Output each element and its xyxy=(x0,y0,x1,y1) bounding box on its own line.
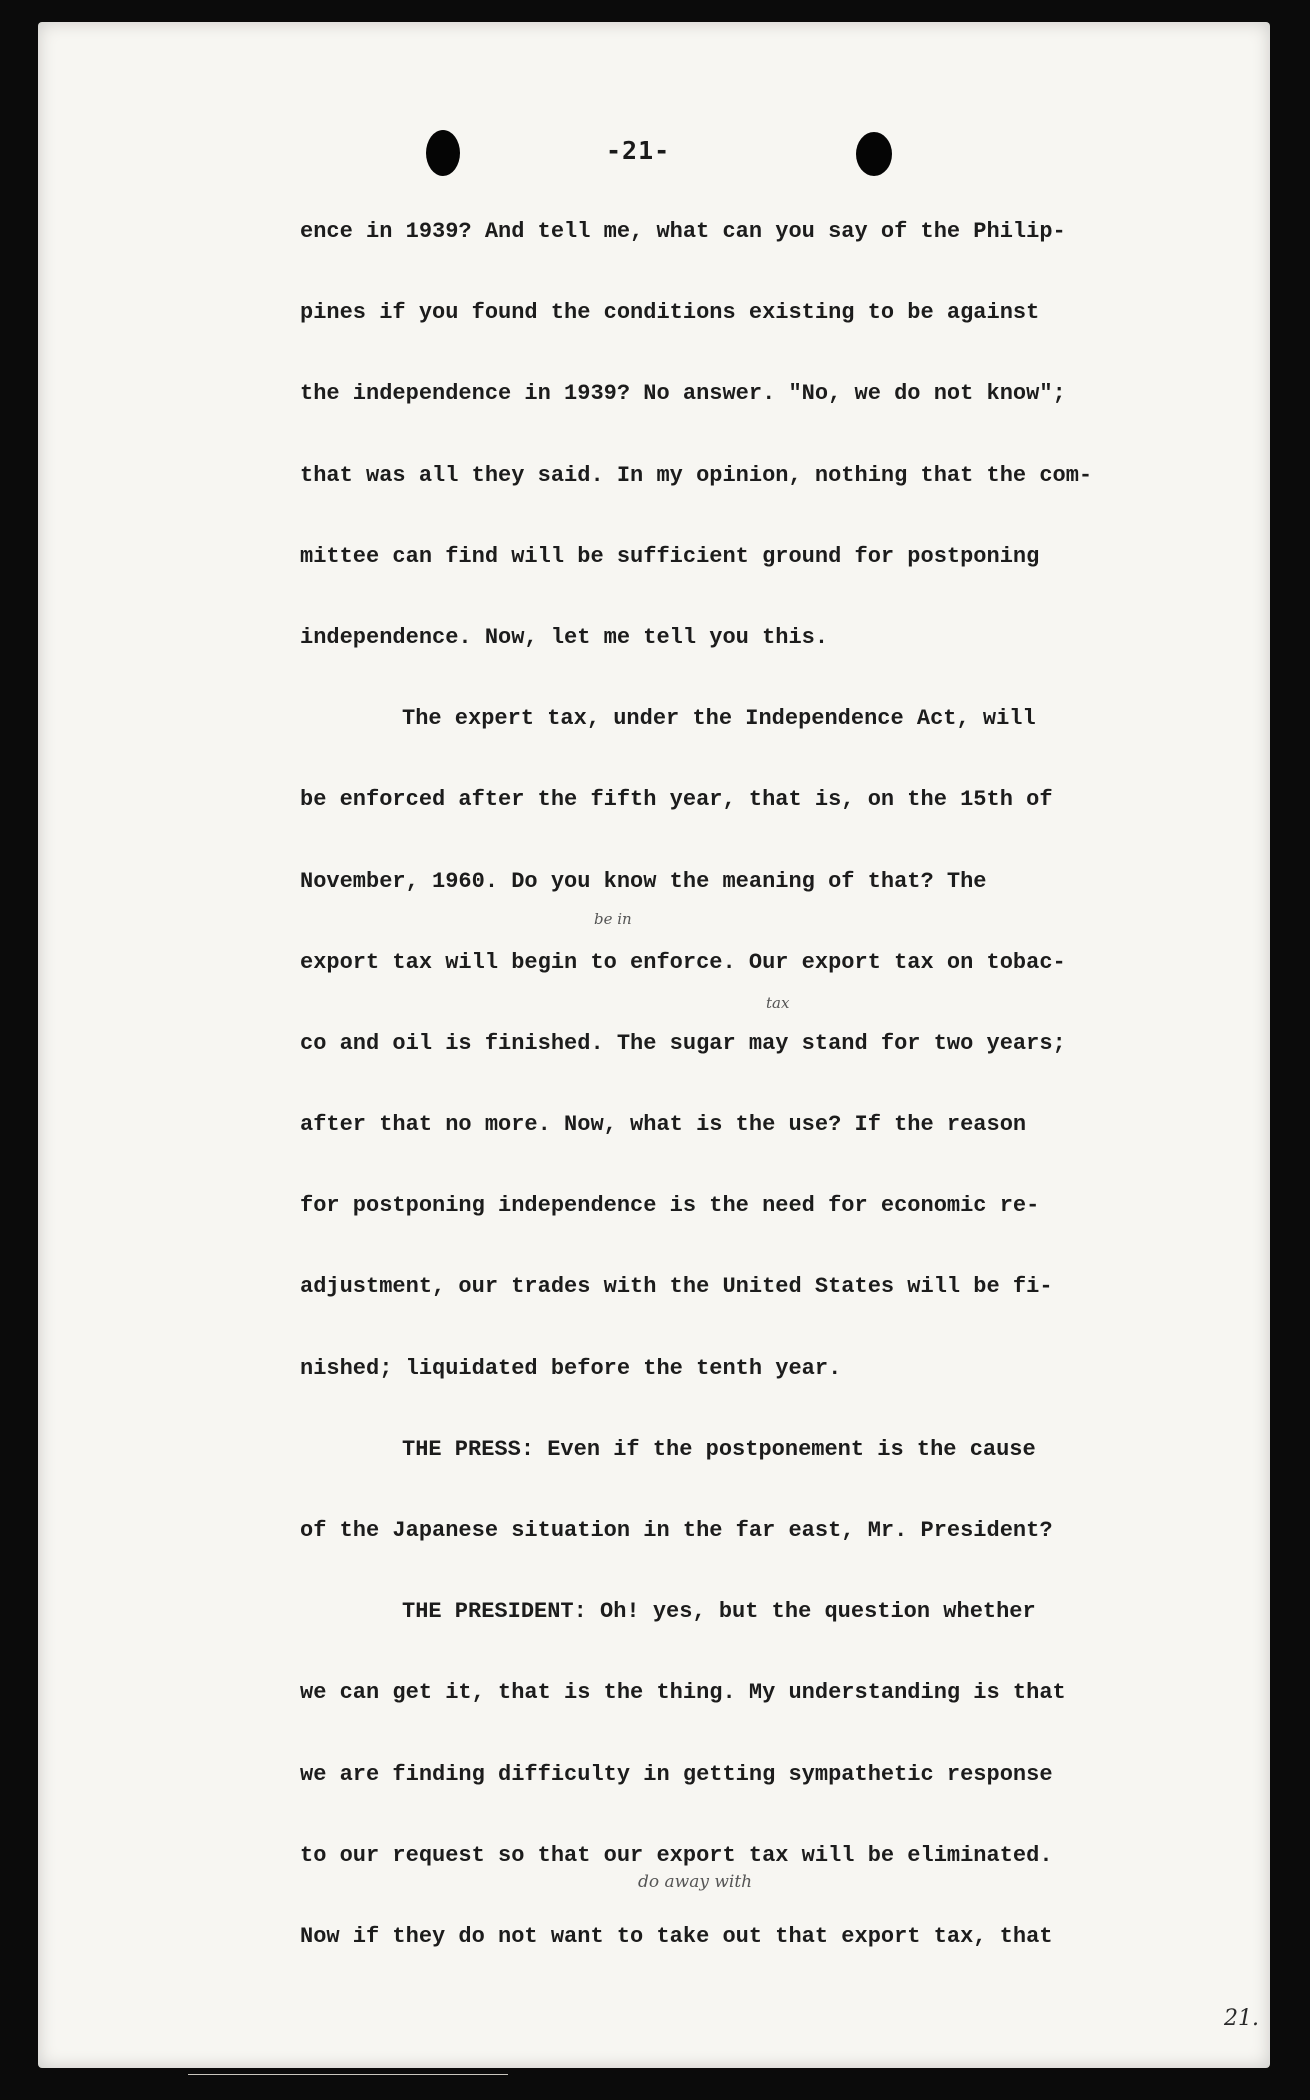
handwritten-annotation: do away with xyxy=(638,1872,753,1892)
punch-hole-right xyxy=(856,132,892,176)
text-line: we are finding difficulty in getting sympathetic response xyxy=(300,1761,1053,1787)
page-header-number: -21- xyxy=(606,136,671,165)
text-line: independence. Now, let me tell you this. xyxy=(300,624,829,650)
typed-text-body xyxy=(300,214,1140,2000)
corner-page-number: 21. xyxy=(1224,2006,1259,2031)
text-line: ence in 1939? And tell me, what can you say of the Philip- xyxy=(300,219,1066,244)
handwritten-annotation: be in xyxy=(594,910,632,928)
text-line: to our request so that our export tax will be eliminated. xyxy=(300,1842,1053,1868)
text-line: THE PRESIDENT: Oh! yes, but the question whether xyxy=(402,1599,1036,1625)
text-line: that was all they said. In my opinion, nothing that the com- xyxy=(300,462,1093,488)
text-line: Now if they do not want to take out that export tax, that xyxy=(300,1923,1053,1949)
text-line: of the Japanese situation in the far east, Mr. President? xyxy=(300,1518,1053,1543)
bottom-rule xyxy=(188,2074,508,2075)
text-line: pines if you found the conditions existing to be against xyxy=(300,300,1040,326)
text-line: be enforced after the fifth year, that is, on the 15th of xyxy=(300,787,1053,813)
text-line: we can get it, that is the thing. My understanding is that xyxy=(300,1680,1066,1706)
text-line: after that no more. Now, what is the use? If the reason xyxy=(300,1112,1027,1138)
handwritten-annotation: tax xyxy=(766,994,790,1012)
text-line: the independence in 1939? No answer. "No, we do not know"; xyxy=(300,381,1066,407)
document-page xyxy=(38,22,1270,2068)
punch-hole-left xyxy=(426,130,460,176)
text-line: co and oil is finished. The sugar may stand for two years; xyxy=(300,1030,1066,1056)
text-line: adjustment, our trades with the United States will be fi- xyxy=(300,1274,1053,1300)
text-line: THE PRESS: Even if the postponement is the cause xyxy=(402,1436,1036,1462)
text-line: November, 1960. Do you know the meaning of that? The xyxy=(300,868,987,894)
text-line: mittee can find will be sufficient ground for postponing xyxy=(300,543,1040,569)
text-line: The expert tax, under the Independence Act, will xyxy=(402,706,1036,732)
text-line: export tax will begin to enforce. Our export tax on tobac- xyxy=(300,949,1066,975)
text-line: for postponing independence is the need for economic re- xyxy=(300,1193,1040,1219)
text-line: nished; liquidated before the tenth year. xyxy=(300,1355,842,1381)
